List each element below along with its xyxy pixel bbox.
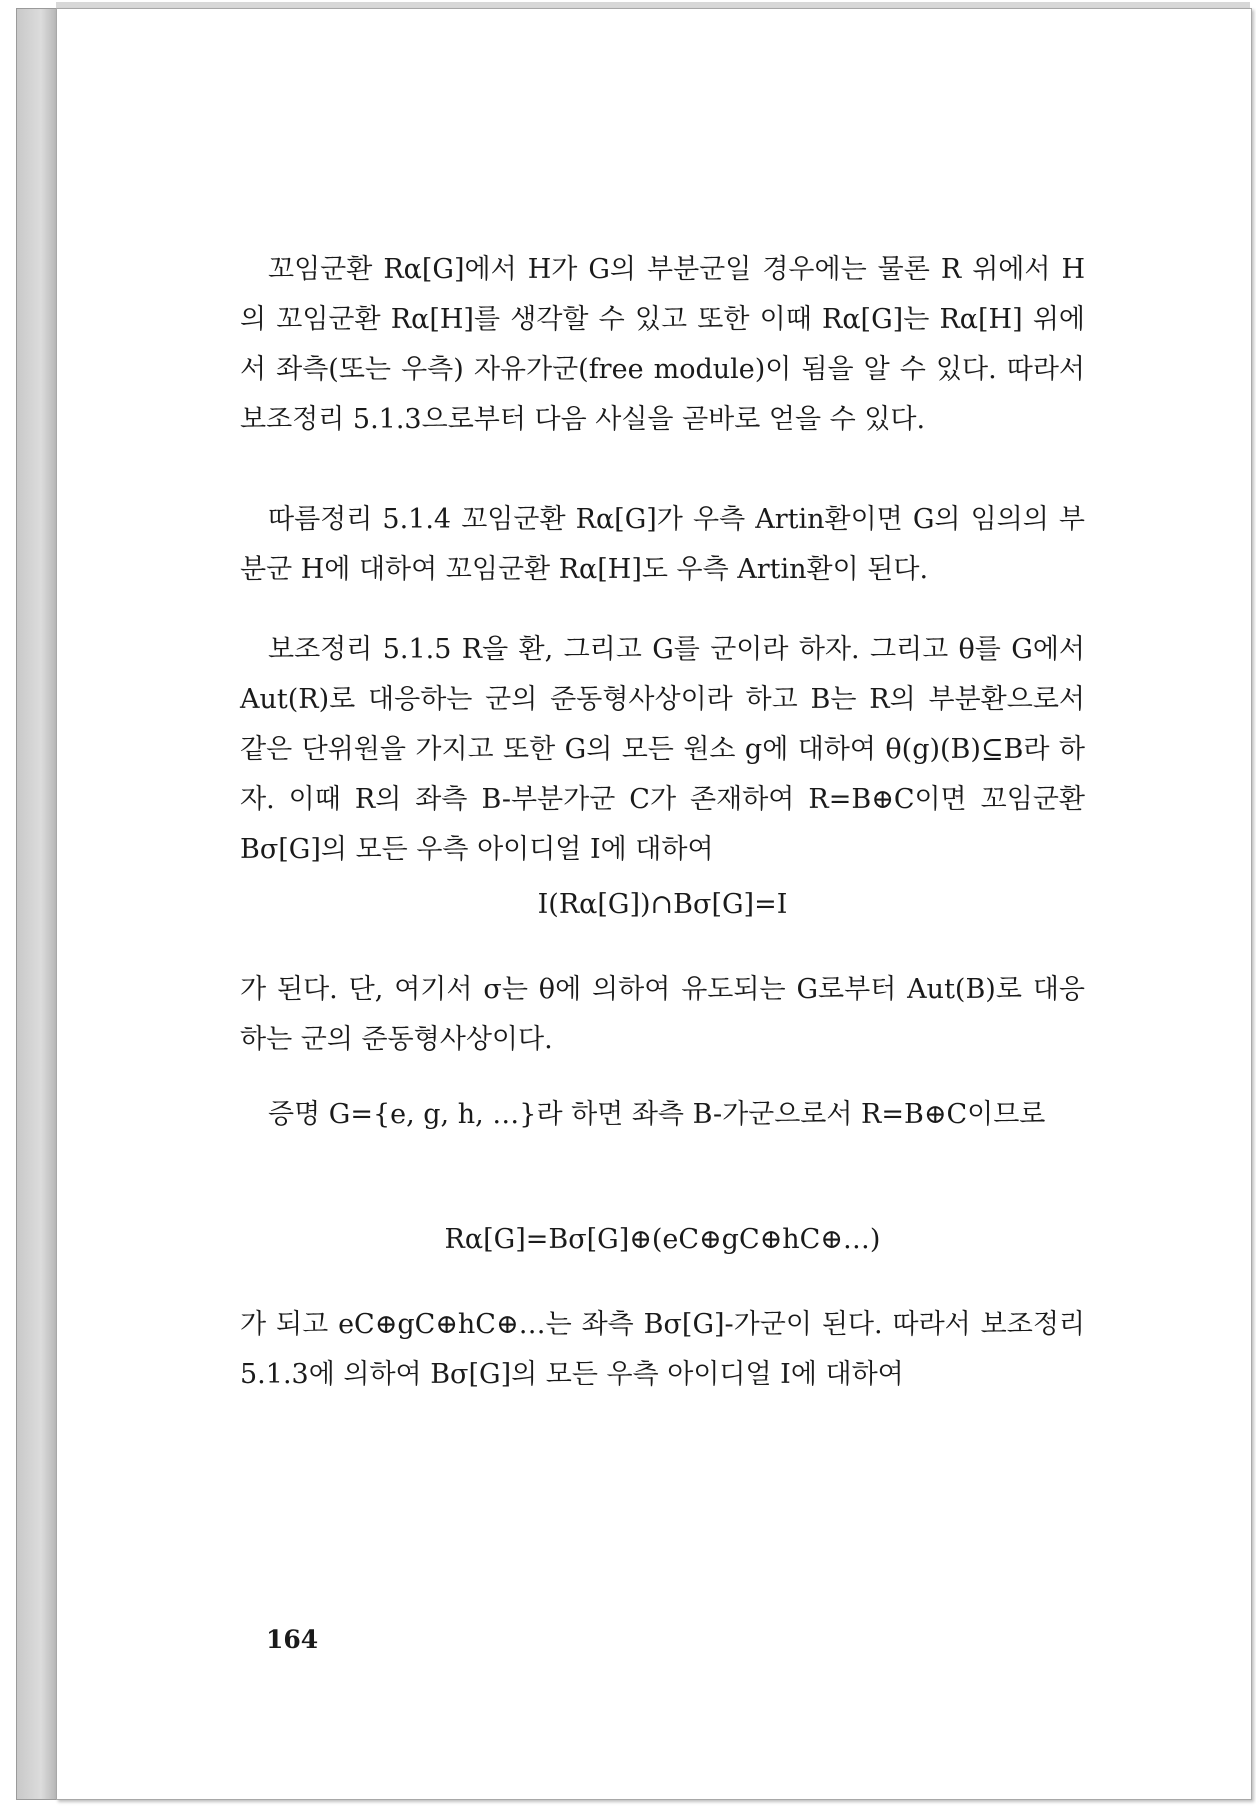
paragraph-2-block xyxy=(240,965,1085,1065)
lemma-5-1-5: 보조정리 5.1.5 R을 환, 그리고 G를 군이라 하자. 그리고 θ를 G에서 Aut(R)로 대응하는 군의 준동형사상이라 하고 B는 R의 부분환으로서 같은 단위원을 가지고 또한 G의 모든 원소 g에 대하여 θ(g)(B)⊆B라 하자. 이때 R의 좌측 B-부분가군 C가 존재하여 R=B⊕C이면 꼬임군환 Bσ[G]의 모든 우측 아이디얼 I에 대하여 xyxy=(240,634,1085,865)
paragraph-3-block xyxy=(240,1300,1085,1400)
page-number: 164 xyxy=(266,1625,319,1654)
paragraph-2: 가 된다. 단, 여기서 σ는 θ에 의하여 유도되는 G로부터 Aut(B)로 대응하는 군의 준동형사상이다. xyxy=(240,974,1085,1055)
equation-2-block xyxy=(240,1215,1085,1265)
paragraph-3: 가 되고 eC⊕gC⊕hC⊕…는 좌측 Bσ[G]-가군이 된다. 따라서 보조정리 5.1.3에 의하여 Bσ[G]의 모든 우측 아이디얼 I에 대하여 xyxy=(240,1309,1085,1390)
paragraph-1: 꼬임군환 Rα[G]에서 H가 G의 부분군일 경우에는 물론 R 위에서 H의 꼬임군환 Rα[H]를 생각할 수 있고 또한 이때 Rα[G]는 Rα[H] 위에서 좌측(또는 우측) 자유가군(free module)이 됨을 알 수 있다. 따라서 보조정리 5.1.3으로부터 다음 사실을 곧바로 얻을 수 있다. xyxy=(240,254,1085,435)
equation-1-block xyxy=(240,880,1085,930)
corollary-5-1-4: 따름정리 5.1.4 꼬임군환 Rα[G]가 우측 Artin환이면 G의 임의의 부분군 H에 대하여 꼬임군환 Rα[H]도 우측 Artin환이 된다. xyxy=(240,504,1085,585)
proof-block xyxy=(240,1090,1085,1140)
book-spine xyxy=(16,8,58,1800)
lemma-block xyxy=(240,625,1085,875)
equation-1: I(Rα[G])∩Bσ[G]=I xyxy=(537,889,788,920)
proof-start: 증명 G={e, g, h, …}라 하면 좌측 B-가군으로서 R=B⊕C이므로 xyxy=(268,1099,1046,1130)
equation-2: Rα[G]=Bσ[G]⊕(eC⊕gC⊕hC⊕…) xyxy=(444,1224,881,1255)
corollary-block xyxy=(240,495,1085,595)
paragraph-intro xyxy=(240,245,1085,445)
